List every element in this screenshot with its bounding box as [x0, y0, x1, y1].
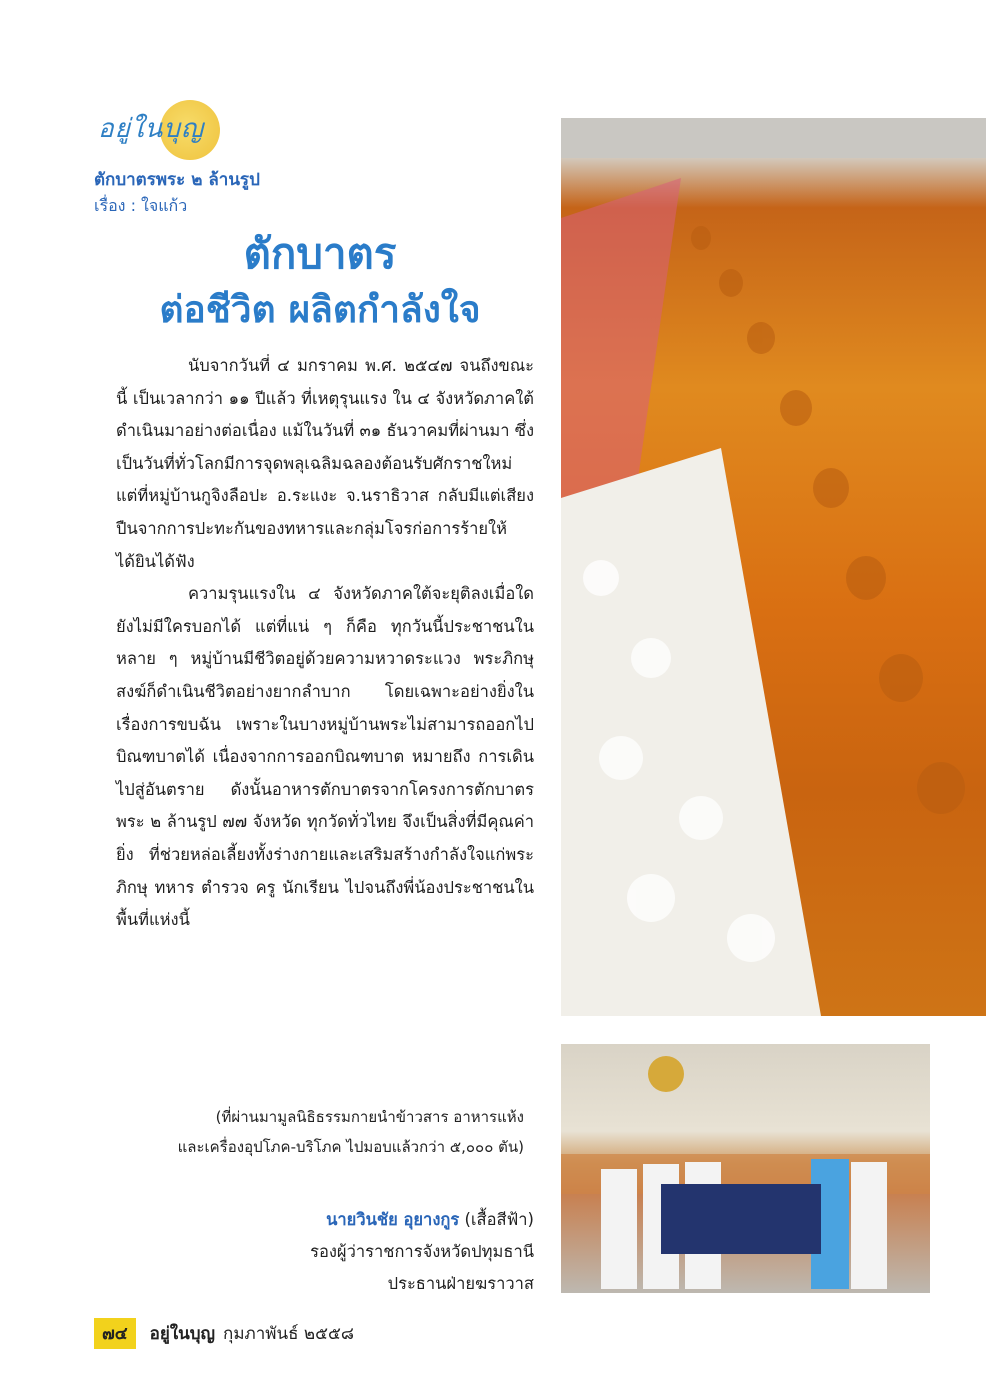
signer-nickname: (เสื้อสีฟ้า) [464, 1210, 534, 1229]
issue-date: กุมภาพันธ์ ๒๕๕๘ [223, 1323, 354, 1344]
monks-procession-image [561, 118, 986, 1016]
group-handover-image [561, 1044, 930, 1293]
author-byline: เรื่อง : ใจแก้ว [94, 196, 188, 215]
ceremony-group-photo [561, 1044, 930, 1293]
note-line: และเครื่องอุปโภค-บริโภค ไปมอบแล้วกว่า ๕,๐๐๐ ตัน) [177, 1138, 524, 1156]
note-line: (ที่ผ่านมามูลนิธิธรรมกายนำข้าวสาร อาหารแห้ง [215, 1108, 524, 1126]
magazine-name: อยู่ในบุญ [149, 1323, 216, 1344]
donation-note [116, 1102, 524, 1162]
article-body [116, 350, 534, 937]
signer-role: ประธานฝ่ายฆราวาส [387, 1274, 534, 1293]
page-number: ๗๔ [94, 1318, 136, 1349]
logo-text: อยู่ในบุญ [98, 114, 204, 144]
article-paragraph: นับจากวันที่ ๔ มกราคม พ.ศ. ๒๕๔๗ จนถึงขณะนี้ เป็นเวลากว่า ๑๑ ปีแล้ว ที่เหตุรุนแรง ใน ๔ จังหวัดภาคใต้ดำเนินมาอย่างต่อเนื่อง แม้ในวันที่ ๓๑ ธันวาคมที่ผ่านมา ซึ่งเป็นวันที่ทั่วโลกมีการจุดพลุเฉลิมฉลองต้อนรับศักราชใหม่ แต่ที่หมู่บ้านกูจิงลือปะ อ.ระแงะ จ.นราธิวาส กลับมีแต่เสียงปืนจากการปะทะกันของทหารและกลุ่มโจรก่อการร้ายให้ได้ยินได้ฟัง [116, 356, 535, 571]
article-paragraph: ความรุนแรงใน ๔ จังหวัดภาคใต้จะยุติลงเมื่อใดยังไม่มีใครบอกได้ แต่ที่แน่ ๆ ก็คือ ทุกวันนี้ประชาชนในหลาย ๆ หมู่บ้านมีชีวิตอยู่ด้วยความหวาดระแวง พระภิกษุสงฆ์ก็ดำเนินชีวิตอย่างยากลำบาก โดยเฉพาะอย่างยิ่งในเรื่องการขบฉัน เพราะในบางหมู่บ้านพระไม่สามารถออกไปบิณฑบาตได้ เนื่องจากการออกบิณฑบาต หมายถึง การเดินไปสู่อันตราย ดังนั้นอาหารตักบาตรจากโครงการตักบาตรพระ ๒ ล้านรูป ๗๗ จังหวัด ทุกวัดทั่วไทย จึงเป็นสิ่งที่มีคุณค่ายิ่ง ที่ช่วยหล่อเลี้ยงทั้งร่างกายและเสริมสร้างกำลังใจแก่พระภิกษุ ทหาร ตำรวจ ครู นักเรียน ไปจนถึงพี่น้องประชาชนในพื้นที่แห่งนี้ [116, 584, 534, 930]
signer-position: รองผู้ว่าราชการจังหวัดปทุมธานี [310, 1242, 534, 1261]
monks-alms-photo [561, 118, 986, 1016]
signer-name: นายวินชัย อุยางกูร [326, 1210, 460, 1229]
signature-block [200, 1204, 534, 1300]
section-kicker: ตักบาตรพระ ๒ ล้านรูป [94, 170, 260, 190]
page-footer [94, 1318, 354, 1348]
page-title: ตักบาตร [243, 229, 397, 278]
signature-name-line [200, 1204, 534, 1236]
magazine-logo [98, 98, 238, 160]
page-subtitle: ต่อชีวิต ผลิตกำลังใจ [159, 288, 481, 331]
